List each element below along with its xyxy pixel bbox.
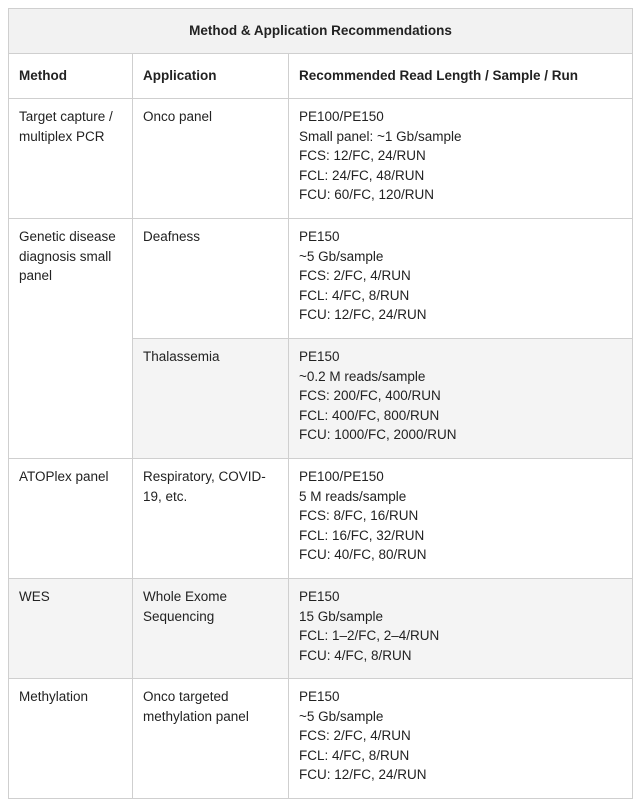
recommendation-line: FCU: 40/FC, 80/RUN [299, 547, 427, 563]
recommendation-line: FCS: 8/FC, 16/RUN [299, 508, 419, 524]
recommendation-line: FCS: 12/FC, 24/RUN [299, 148, 426, 164]
method-cell: ATOPlex panel [9, 459, 133, 579]
recommendation-line: FCL: 1–2/FC, 2–4/RUN [299, 628, 440, 644]
recommendation-line: ~5 Gb/sample [299, 248, 384, 264]
table-title: Method & Application Recommendations [9, 9, 633, 54]
recommendation-line: FCU: 60/FC, 120/RUN [299, 187, 435, 203]
recommendation-line: PE150 [299, 589, 340, 604]
recommendation-cell [289, 99, 633, 219]
recommendation-cell [289, 579, 633, 679]
application-cell: Deafness [133, 219, 289, 339]
recommendation-line: FCS: 2/FC, 4/RUN [299, 268, 411, 284]
recommendation-line: FCU: 4/FC, 8/RUN [299, 647, 412, 663]
recommendation-line: PE150 [299, 229, 340, 244]
recommendation-line: FCL: 4/FC, 8/RUN [299, 747, 410, 763]
recommendations-table [8, 8, 633, 799]
recommendation-cell [289, 679, 633, 799]
header-method: Method [9, 54, 133, 99]
method-cell: Methylation [9, 679, 133, 799]
recommendation-line: 15 Gb/sample [299, 608, 384, 624]
recommendation-line: PE100/PE150 [299, 469, 384, 484]
recommendation-line: FCS: 2/FC, 4/RUN [299, 728, 411, 744]
application-cell: Whole Exome Sequencing [133, 579, 289, 679]
method-cell: Genetic disease diagnosis small panel [9, 219, 133, 459]
recommendation-line: 5 M reads/sample [299, 488, 407, 504]
recommendation-line: FCS: 200/FC, 400/RUN [299, 388, 441, 404]
recommendation-line: Small panel: ~1 Gb/sample [299, 128, 462, 144]
recommendation-line: FCL: 24/FC, 48/RUN [299, 167, 425, 183]
header-application: Application [133, 54, 289, 99]
header-row [9, 54, 633, 99]
header-recommendation: Recommended Read Length / Sample / Run [289, 54, 633, 99]
recommendation-line: FCL: 16/FC, 32/RUN [299, 527, 425, 543]
table-row [9, 459, 633, 579]
recommendation-line: FCU: 1000/FC, 2000/RUN [299, 427, 457, 443]
recommendation-cell [289, 459, 633, 579]
title-row [9, 9, 633, 54]
recommendation-line: ~0.2 M reads/sample [299, 368, 426, 384]
table-row [9, 99, 633, 219]
table-row [9, 579, 633, 679]
application-cell: Onco panel [133, 99, 289, 219]
table-row [9, 219, 633, 339]
recommendation-line: PE150 [299, 689, 340, 704]
method-cell: WES [9, 579, 133, 679]
application-cell: Onco targeted methylation panel [133, 679, 289, 799]
recommendation-line: FCL: 400/FC, 800/RUN [299, 407, 440, 423]
recommendation-line: FCU: 12/FC, 24/RUN [299, 767, 427, 783]
table-row [9, 679, 633, 799]
recommendation-line: PE100/PE150 [299, 109, 384, 124]
application-cell: Thalassemia [133, 339, 289, 459]
application-cell: Respiratory, COVID-19, etc. [133, 459, 289, 579]
recommendation-line: PE150 [299, 349, 340, 364]
method-cell: Target capture / multiplex PCR [9, 99, 133, 219]
recommendation-line: FCU: 12/FC, 24/RUN [299, 307, 427, 323]
recommendation-cell [289, 339, 633, 459]
recommendation-line: ~5 Gb/sample [299, 708, 384, 724]
recommendation-cell [289, 219, 633, 339]
recommendation-line: FCL: 4/FC, 8/RUN [299, 287, 410, 303]
